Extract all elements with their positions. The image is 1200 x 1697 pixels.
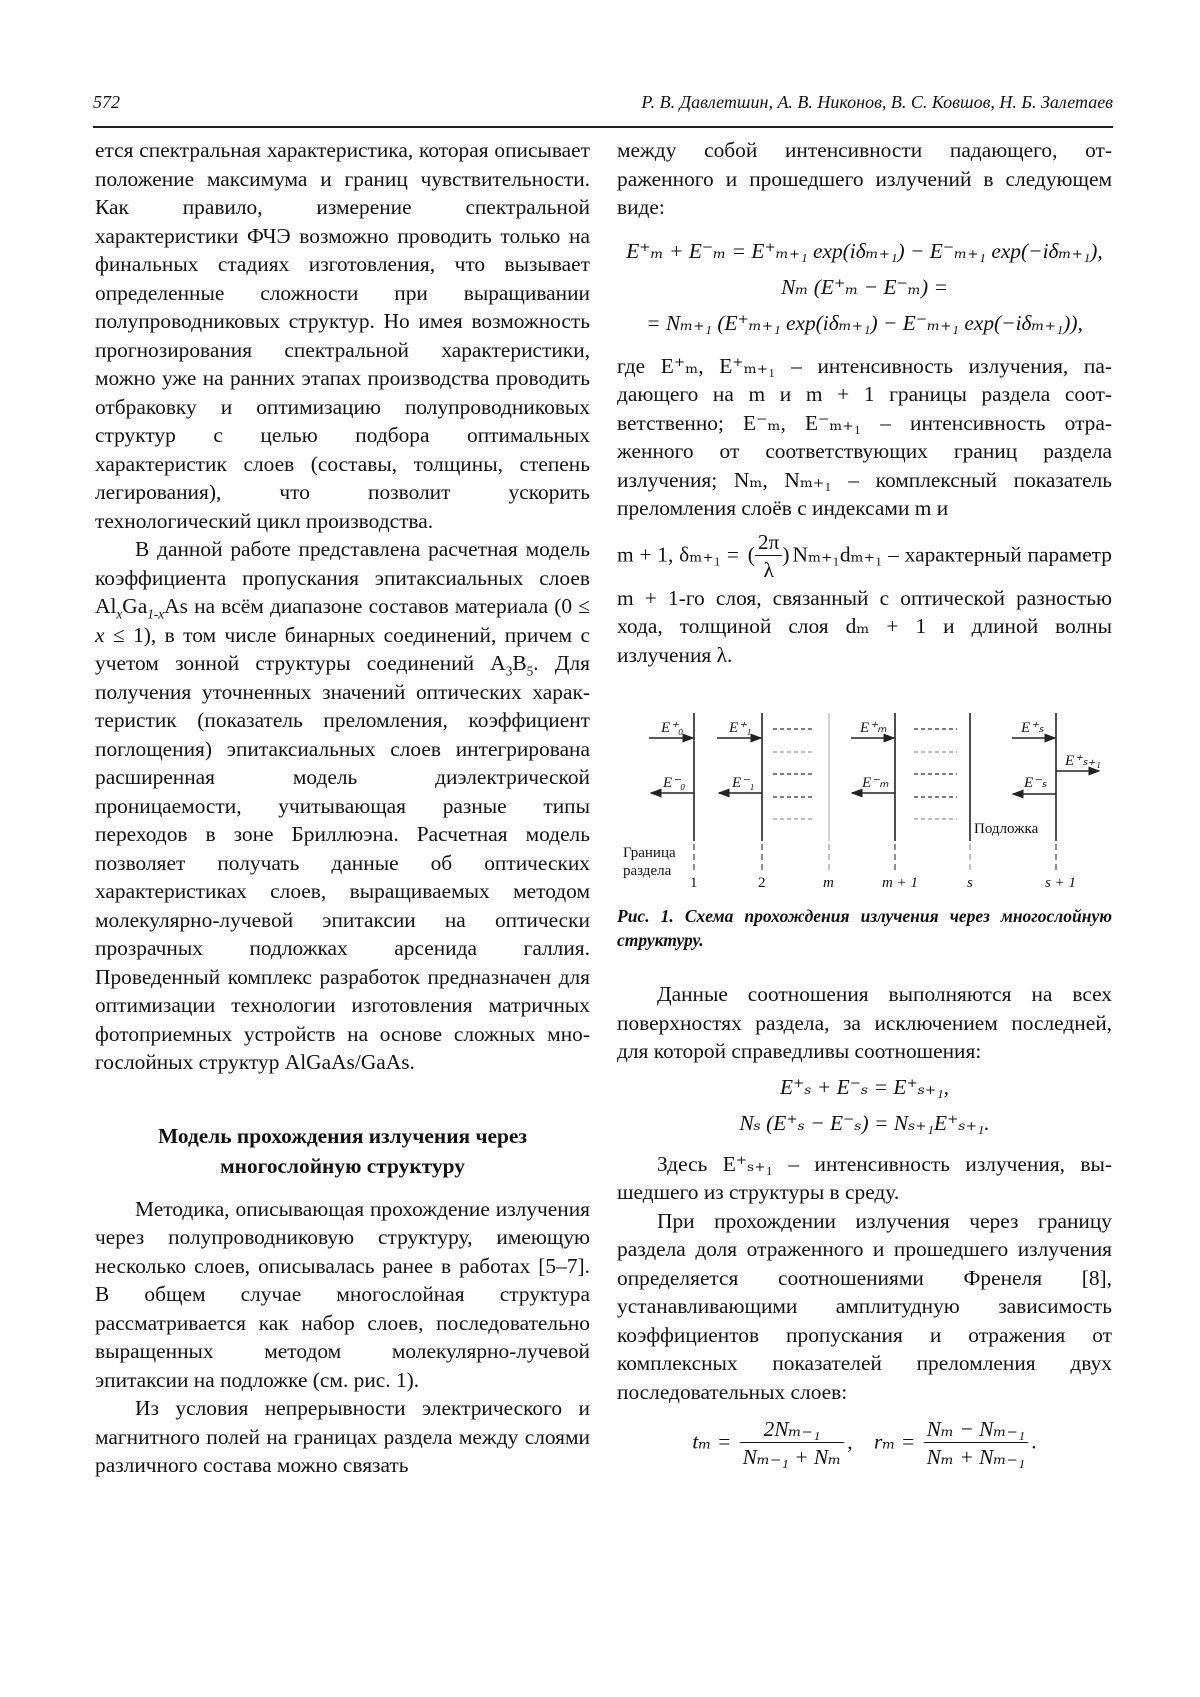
- paragraph: Данные соотношения выполняются на всех поверхностях раздела, за исключением последней, для которой справедливы соотношения:: [617, 982, 1112, 1063]
- equation-line: Nₛ (E⁺ₛ − E⁻ₛ) = Nₛ₊₁E⁺ₛ₊₁.: [739, 1110, 990, 1135]
- label-boundary-1: Граница: [623, 845, 676, 861]
- left-column: [95, 136, 590, 1480]
- fraction-r: $\frac{\text{Nₘ − Nₘ₋₁}}{\text{Nₘ + Nₘ₋₁}}$: [924, 1416, 1029, 1471]
- figure-caption: Рис. 1. Схема прохождения излучения через многослойную структуру.: [617, 906, 1112, 950]
- label-e0-minus: E⁻₀: [663, 775, 686, 791]
- paragraph: В данной работе представлена расчетная модель коэффициента пропускания эпитаксиальных слоев $Al_xGa_{1-x}As$ на всём диапазоне составов материала (0 ≤ x ≤ 1), в том числе бинарных соединений, причем с учетом зонной структуры соединений $A_3B_5$. Для получения уточненных значений оптических характеристик (показатель преломления, коэффициент поглощения) эпитаксиальных слоев интегрирована расширенная модель диэлектрической проницаемости, учитывающая разные типы переходов в зоне Бриллюэна. Расчетная модель позволяет получать данные об оптических характеристиках слоев, выращиваемых методом молекулярно-лучевой эпитаксии на оптически прозрачных подложках арсенида галлия. Проведенный комплекс разработок предназначен для оптимизации технологии изготовления матричных фотоприемных устройств на основе сложных многослойных структур AlGaAs/GaAs.: [95, 537, 590, 1074]
- paragraph: ется спектральная характеристика, которая описывает положение максимума и границ чувствительности. Как правило, измерение спектральной характеристики ФЧЭ возможно проводить только на финальных стадиях изготовления, что вызывает определенные сложности при выращивании полупроводниковых структур. Но имея возможность прогнозирования спектральной характеристики, можно уже на ранних этапах производства проводить отбраковку и оптимизацию полупроводниковых структур с целью подбора оптимальных характеристик слоев (составы, толщины, степень легирования), что позволит ускорить технологический цикл производства.: [95, 138, 590, 533]
- fraction-t: $\frac{\text{2Nₘ₋₁}}{\text{Nₘ₋₁ + Nₘ}}$: [740, 1416, 845, 1471]
- page-number: 572: [93, 92, 120, 112]
- label-e1-minus: E⁻₁: [732, 775, 755, 791]
- label-substrate: Подложка: [974, 821, 1039, 837]
- label-idx-1: 1: [690, 875, 698, 891]
- label-e1-plus: E⁺₁: [729, 720, 752, 736]
- multilayer-diagram: [617, 709, 1112, 894]
- label-idx-s1: s + 1: [1045, 875, 1076, 891]
- page-header: [93, 88, 1113, 122]
- equation-line: Nₘ (E⁺ₘ − E⁻ₘ) =: [781, 274, 948, 299]
- fraction-2pi-lambda: ( $\frac{2\pi}{\lambda}$ ): [747, 529, 790, 582]
- section-heading: Модель прохождения излучения через многослойную структуру: [157, 1123, 528, 1178]
- label-em-plus: E⁺ₘ: [860, 720, 887, 736]
- equation-fresnel: tₘ = $\frac{\text{2Nₘ₋₁}}{\text{Nₘ₋₁ + Nₘ}}$ , rₘ = $\frac{\text{Nₘ − Nₘ₋₁}}{\text{Nₘ + Nₘ₋₁}}$ .: [692, 1417, 1037, 1469]
- label-idx-m: m: [823, 875, 834, 891]
- paragraph: Здесь E⁺ₛ₊₁ – интенсивность излучения, вышедшего из структуры в среду.: [617, 1151, 1112, 1204]
- label-idx-2: 2: [758, 875, 766, 891]
- figure-multilayer-scheme: [617, 709, 1112, 894]
- label-e0-plus: E⁺₀: [661, 720, 684, 736]
- running-head-authors: Р. В. Давлетшин, А. В. Никонов, В. С. Ковшов, Н. Б. Залетаев: [641, 92, 1113, 112]
- equation-line: = Nₘ₊₁ (E⁺ₘ₊₁ exp(iδₘ₊₁) − E⁻ₘ₊₁ exp(−iδₘ₊₁)),: [646, 310, 1083, 335]
- label-es-minus: E⁻ₛ: [1024, 775, 1047, 791]
- right-column: [617, 136, 1112, 1477]
- label-em-minus: E⁻ₘ: [862, 775, 889, 791]
- paragraph: m + 1, δₘ₊₁ = ( $\frac{2\pi}{\lambda}$ ) Nₘ₊₁dₘ₊₁ – характерный параметр m + 1-го слоя, связанный с оптической разностью хода, толщиной слоя dₘ + 1 и длиной волны излучения λ.: [617, 529, 1112, 667]
- label-idx-m1: m + 1: [882, 875, 918, 891]
- header-rule: [93, 126, 1113, 128]
- paragraph: При прохождении излучения через границу раздела доля отраженного и прошедшего излучения определяется соотношениями Френеля [8], устанавливающими амплитудную зависимость коэффициентов пропускания и отражения от комплексных показателей преломления двух последовательных слоев:: [617, 1208, 1112, 1404]
- label-es-plus: E⁺ₛ: [1021, 720, 1044, 736]
- paragraph: Из условия непрерывности электрического и магнитного полей на границах раздела между слоями различного состава можно связать: [95, 1396, 590, 1477]
- label-idx-s: s: [967, 875, 973, 891]
- label-es1-plus: E⁺ₛ₊₁: [1065, 753, 1101, 769]
- paragraph: где E⁺ₘ, E⁺ₘ₊₁ – интенсивность излучения, падающего на m и m + 1 границы раздела соответственно; E⁻ₘ, E⁻ₘ₊₁ – интенсивность отраженного от соответствующих границ раздела излучения; Nₘ, Nₘ₊₁ – комплексный показатель преломления слоёв с индексами m и: [617, 353, 1112, 520]
- equation-line: E⁺ₛ + E⁻ₛ = E⁺ₛ₊₁,: [779, 1074, 950, 1099]
- equation-line: E⁺ₘ + E⁻ₘ = E⁺ₘ₊₁ exp(iδₘ₊₁) − E⁻ₘ₊₁ exp(−iδₘ₊₁),: [626, 238, 1103, 263]
- paragraph: Методика, описывающая прохождение излучения через полупроводниковую структуру, имеющую несколько слоев, описывалась ранее в работах [5–7]. В общем случае многослойная структура рассматривается как набор слоев, последовательно выращенных методом молекулярно-лучевой эпитаксии на подложке (см. рис. 1).: [95, 1196, 590, 1392]
- equation-last-boundary: [617, 1072, 1112, 1138]
- label-boundary-2: раздела: [623, 863, 672, 879]
- paragraph: между собой интенсивности падающего, отраженного и прошедшего излучений в следующем виде:: [617, 138, 1112, 219]
- equation-boundary-conditions: [617, 236, 1112, 338]
